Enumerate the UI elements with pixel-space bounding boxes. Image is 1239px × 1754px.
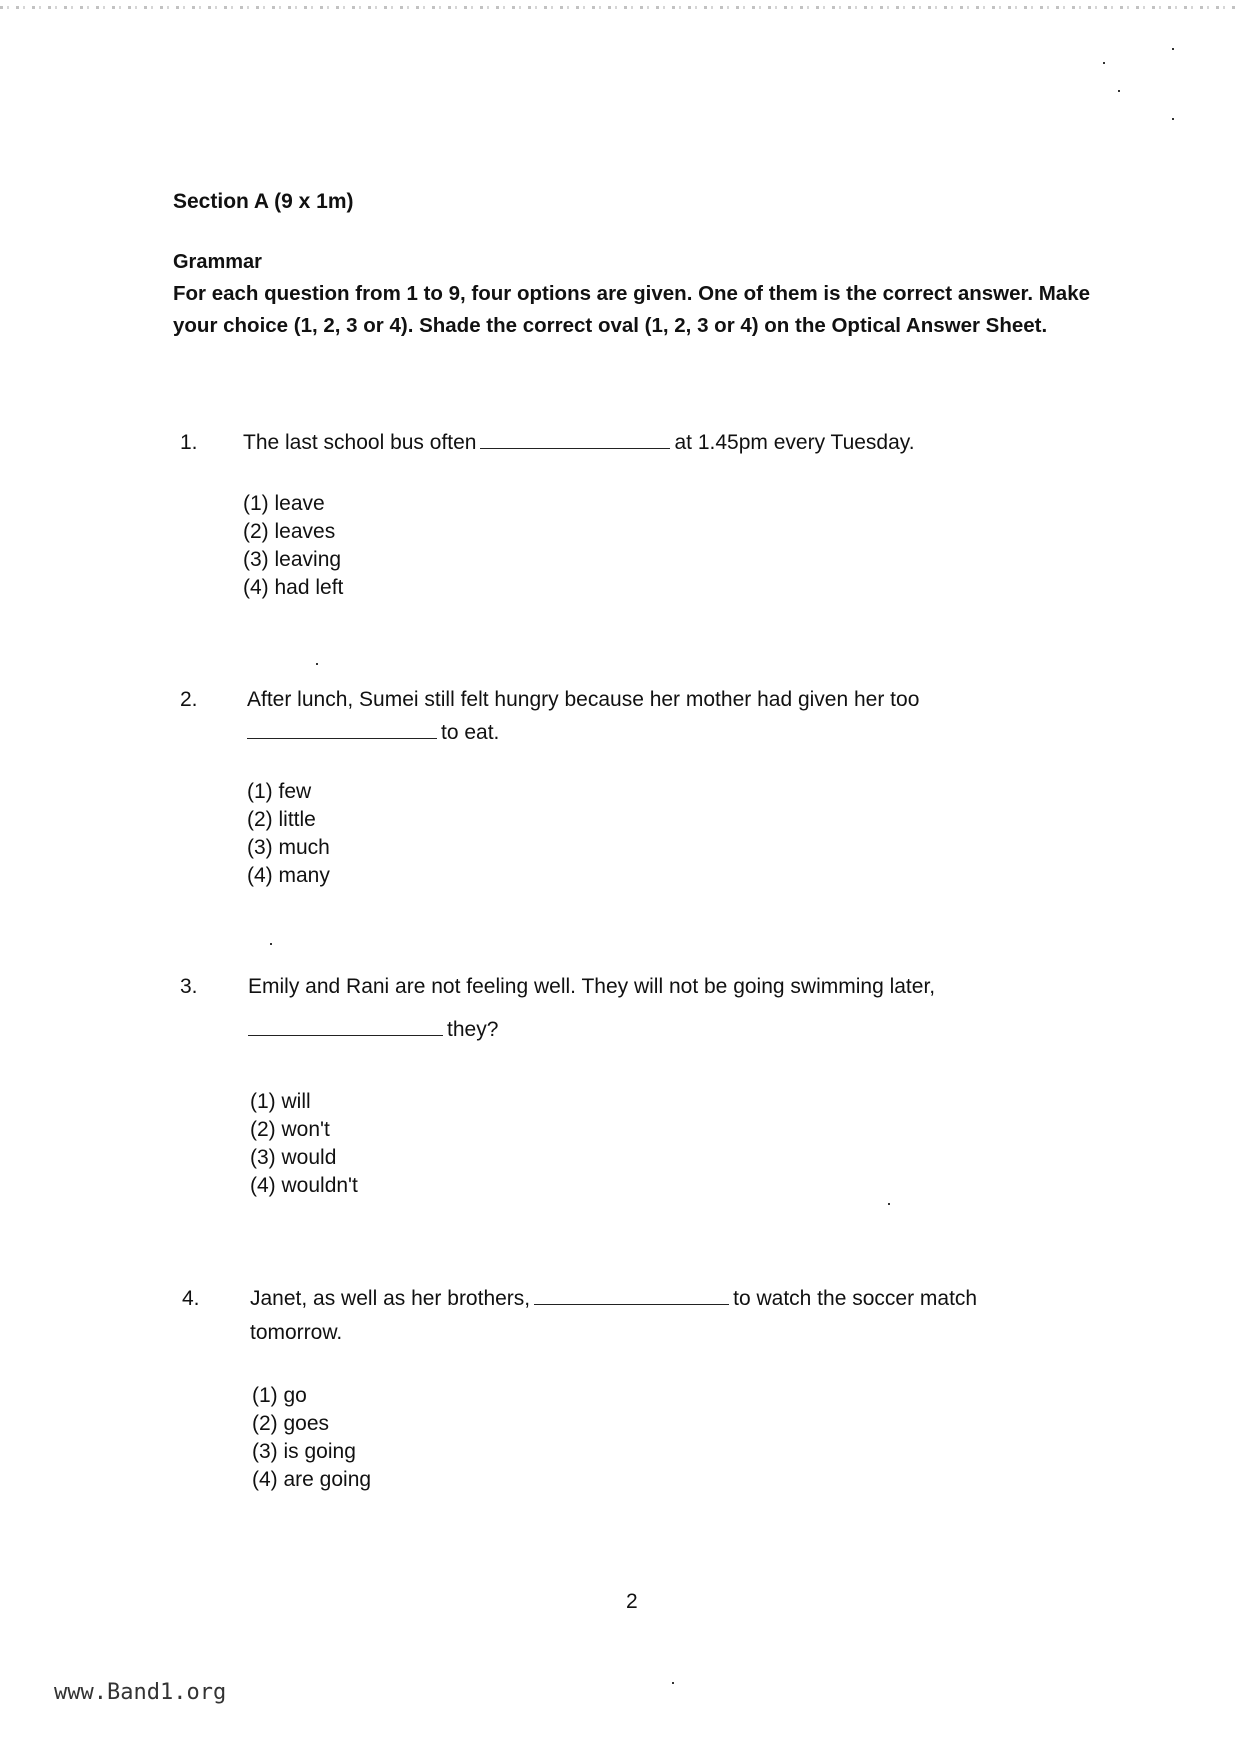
question-number: 3.	[180, 975, 198, 998]
option: (4) had left	[243, 576, 344, 599]
option: (2) leaves	[243, 520, 336, 543]
question-text-line2	[248, 1018, 498, 1042]
options-list	[250, 1088, 358, 1200]
scan-speck	[1172, 48, 1174, 50]
option: (4) wouldn't	[250, 1174, 358, 1197]
answer-blank	[480, 448, 670, 449]
option: (3) much	[247, 836, 330, 859]
question-text	[243, 431, 915, 455]
question-number: 2.	[180, 688, 198, 711]
question-text-after: to eat.	[441, 721, 500, 744]
question-number: 1.	[180, 431, 198, 454]
question-text: Emily and Rani are not feeling well. They will not be going swimming later,	[248, 975, 936, 998]
question-text: After lunch, Sumei still felt hungry because her mother had given her too	[247, 688, 920, 711]
scan-speck	[1118, 90, 1120, 92]
options-list	[243, 490, 343, 602]
option: (4) are going	[252, 1468, 372, 1491]
scan-speck	[1172, 118, 1174, 120]
scan-speck	[888, 1203, 890, 1205]
option: (2) won't	[250, 1118, 330, 1141]
option: (3) leaving	[243, 548, 342, 571]
option: (2) little	[247, 808, 316, 831]
scan-speck	[1103, 62, 1105, 64]
subheading: Grammar	[173, 251, 262, 273]
question-text-line2: tomorrow.	[250, 1321, 343, 1344]
footer-url[interactable]: www.Band1.org	[54, 1680, 227, 1705]
option: (2) goes	[252, 1412, 330, 1435]
scan-speck	[316, 663, 318, 665]
option: (1) will	[250, 1090, 311, 1113]
section-title: Section A (9 x 1m)	[173, 190, 354, 213]
answer-blank	[247, 738, 437, 739]
options-list	[252, 1382, 371, 1494]
answer-blank	[534, 1304, 729, 1305]
option: (1) go	[252, 1384, 307, 1407]
question-text-after: at 1.45pm every Tuesday.	[674, 431, 915, 454]
scan-speck	[672, 1682, 674, 1684]
answer-blank	[248, 1035, 443, 1036]
question-text-before: The last school bus often	[243, 431, 477, 454]
option: (1) few	[247, 780, 312, 803]
question-text-before: Janet, as well as her brothers,	[250, 1287, 531, 1310]
question-text-line2	[247, 721, 499, 745]
option: (4) many	[247, 864, 330, 887]
page-number: 2	[626, 1590, 638, 1613]
option: (3) is going	[252, 1440, 356, 1463]
question-number: 4.	[182, 1287, 200, 1310]
question-text-after: they?	[447, 1018, 499, 1041]
instructions: For each question from 1 to 9, four options are given. One of them is the correct answer. Make your choice (1, 2, 3 or 4). Shade the correct oval (1, 2, 3 or 4) on the Optical Answer Sheet.	[173, 282, 1091, 337]
question-text	[250, 1287, 977, 1311]
scan-artifact	[0, 6, 1239, 9]
options-list	[247, 778, 330, 890]
option: (1) leave	[243, 492, 325, 515]
scan-speck	[270, 943, 272, 945]
question-text-after: to watch the soccer match	[733, 1287, 978, 1310]
option: (3) would	[250, 1146, 337, 1169]
